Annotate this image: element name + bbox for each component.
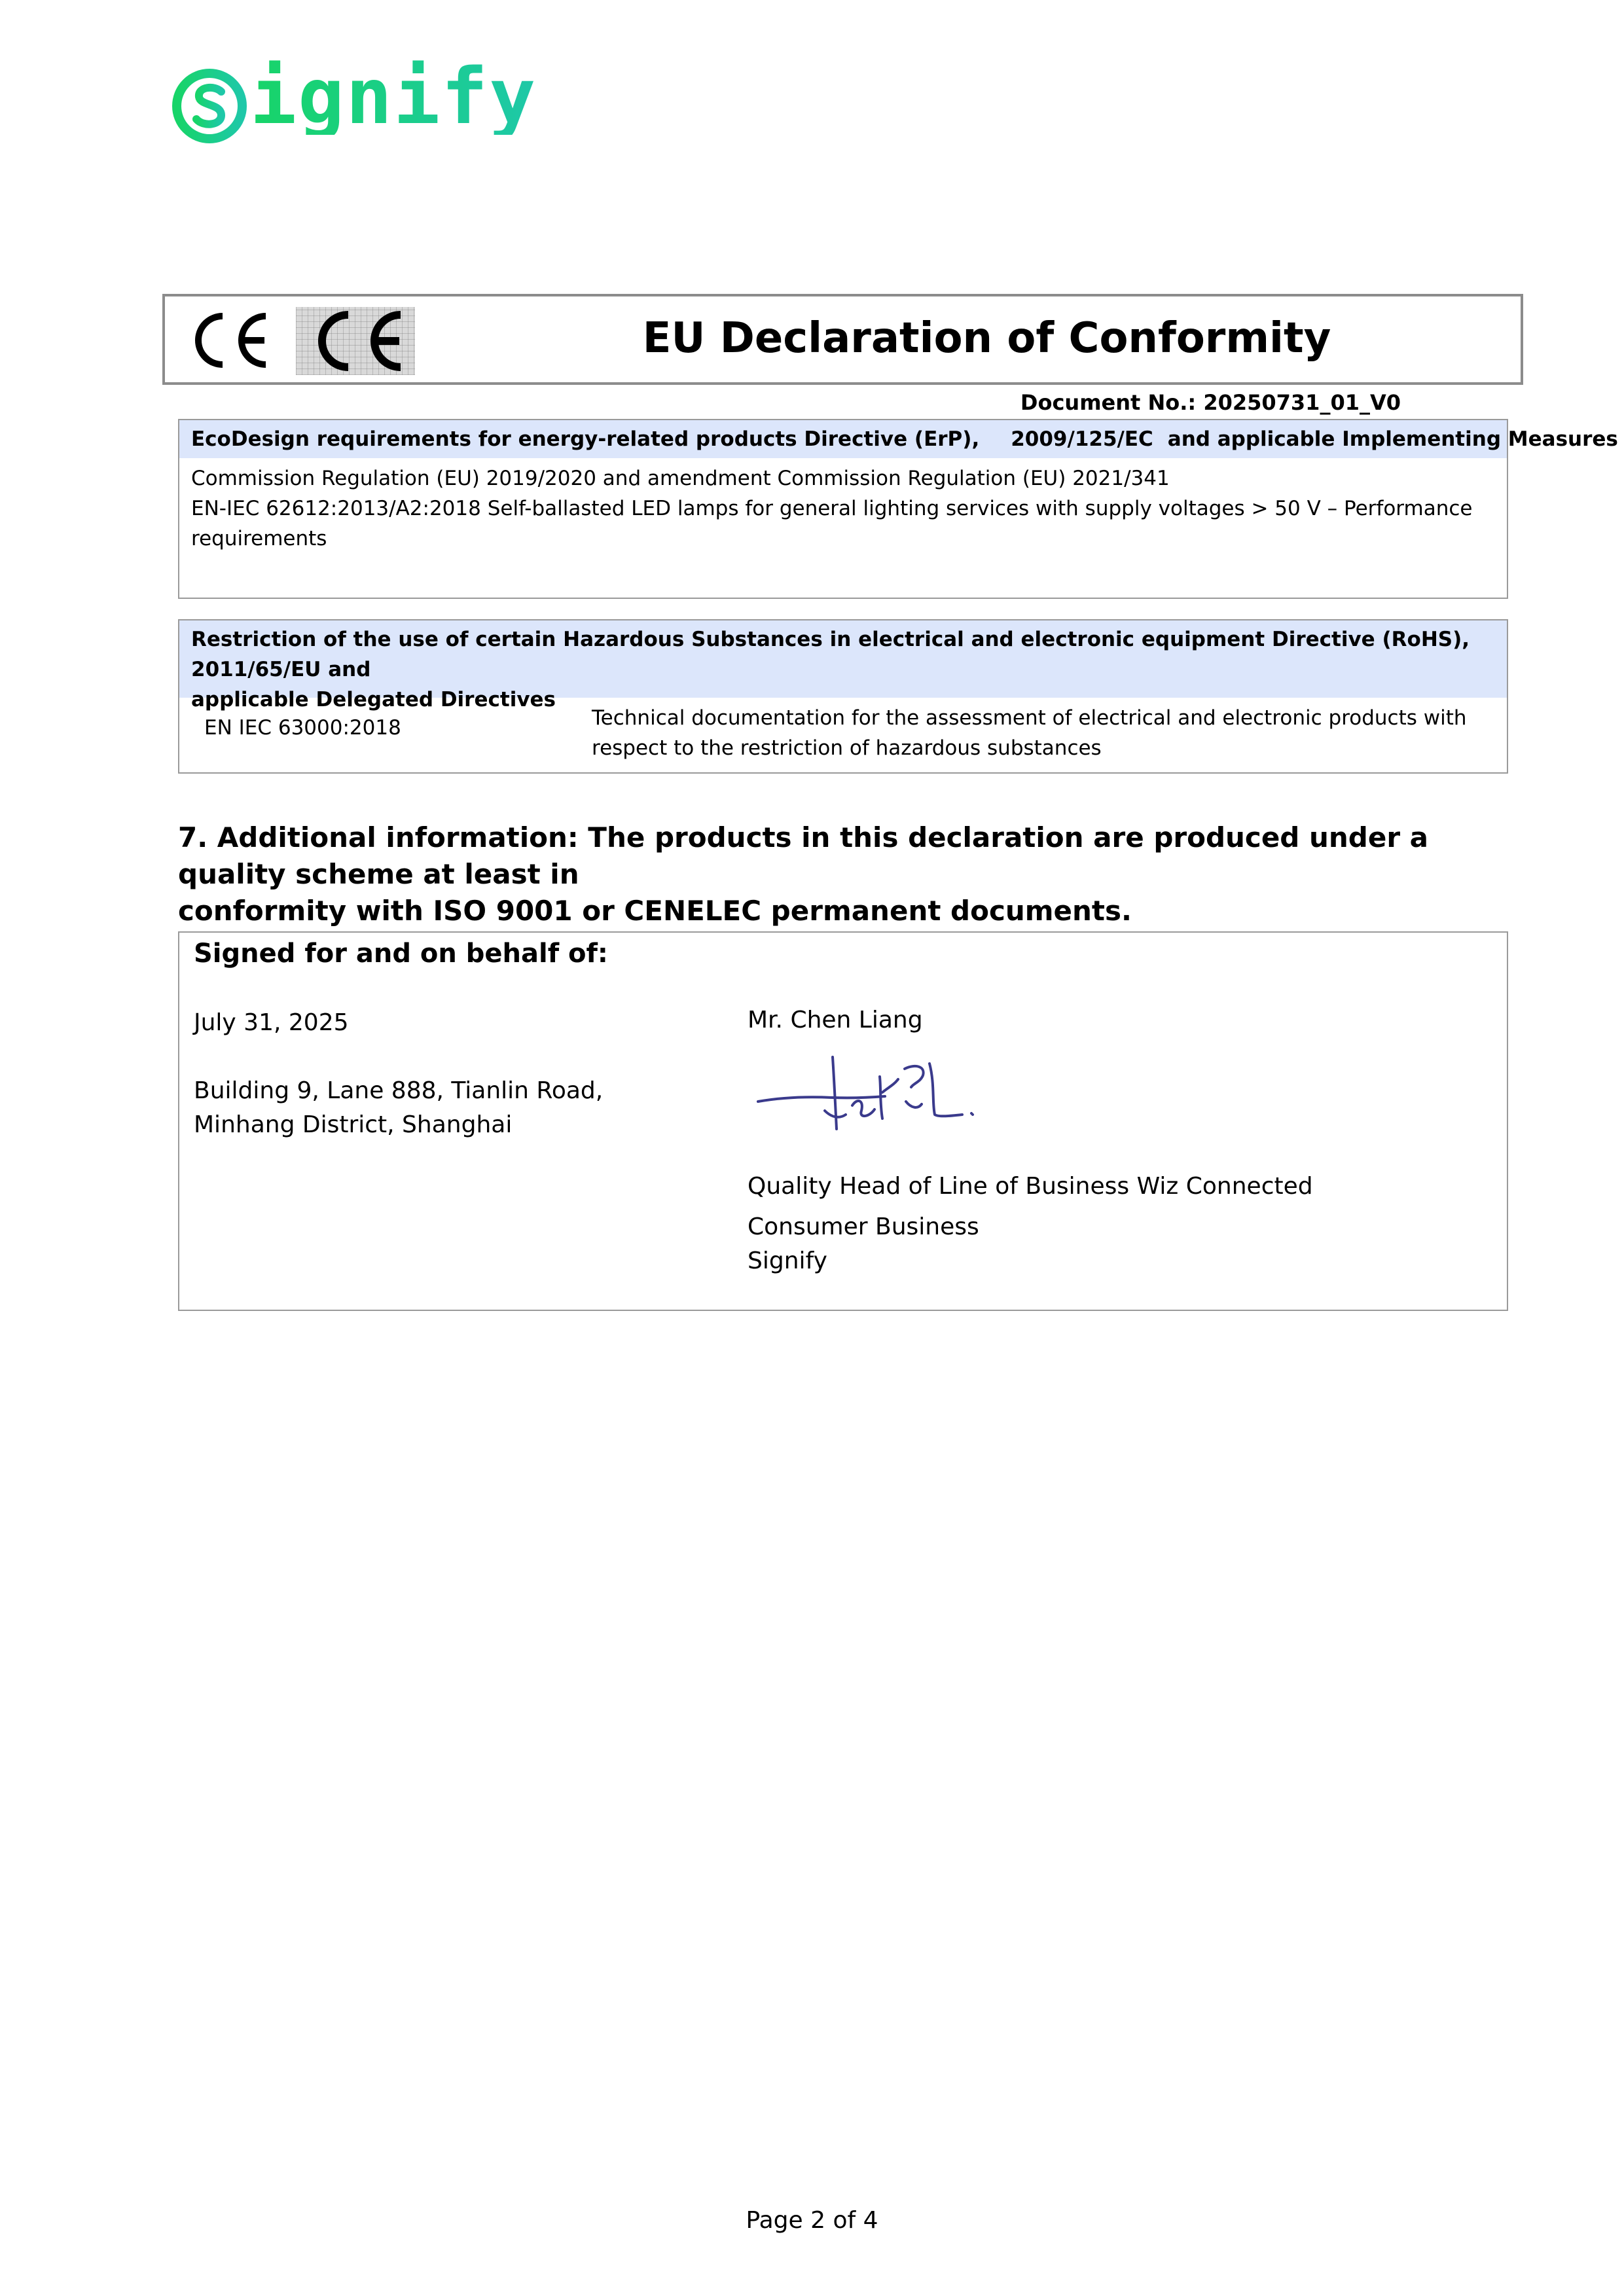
signer-company: Signify [748,1247,827,1274]
title-box [162,294,1523,385]
signature-date: July 31, 2025 [194,1009,349,1036]
additional-info-line: conformity with ISO 9001 or CENELEC permanent documents. [178,895,1132,927]
signature-address-line: Minhang District, Shanghai [194,1111,513,1138]
rohs-header-line: Restriction of the use of certain Hazardous Substances in electrical and electronic equipment Directive (RoHS), 2011/65/EU and [191,628,1470,681]
rohs-table-header [179,620,1507,711]
erp-line: EN-IEC 62612:2013/A2:2018 Self-ballasted LED lamps for general lighting services with supply voltages > 50 V – Performance [191,497,1473,520]
rohs-header-line: applicable Delegated Directives [191,688,556,711]
signature-box [178,931,1508,1311]
ce-mark-icon [189,311,274,370]
erp-directive-table [178,419,1618,599]
signature-address-line: Building 9, Lane 888, Tianlin Road, [194,1077,604,1104]
signer-name: Mr. Chen Liang [748,1007,923,1033]
document-number: Document No.: 20250731_01_V0 [1020,390,1401,415]
handwritten-signature [754,1037,983,1142]
additional-information [178,819,1526,929]
signify-logo [171,51,537,158]
logo-wordmark: ignify [250,51,537,141]
rohs-description-line: Technical documentation for the assessment of electrical and electronic products with [592,706,1467,730]
rohs-description [592,703,1474,763]
rohs-directive-table [178,619,1508,774]
signed-for-heading: Signed for and on behalf of: [194,939,608,969]
ce-mark-grid-icon [296,307,415,375]
erp-header-measures: and applicable Implementing Measures [1167,427,1618,451]
rohs-description-line: respect to the restriction of hazardous substances [592,736,1102,760]
signer-title: Quality Head of Line of Business Wiz Connected [748,1173,1313,1200]
erp-header-directive: EcoDesign requirements for energy-related products Directive (ErP), [191,427,980,451]
erp-header-number: 2009/125/EC [1011,427,1153,451]
erp-table-body [179,458,1507,559]
rohs-table-row [179,698,1507,771]
rohs-standard: EN IEC 63000:2018 [204,716,401,740]
additional-info-line: 7. Additional information: The products in this declaration are produced under a quality scheme at least in [178,821,1429,890]
page-number: Page 2 of 4 [746,2207,878,2234]
signify-s-circle-icon [171,64,250,149]
erp-line: Commission Regulation (EU) 2019/2020 and amendment Commission Regulation (EU) 2021/341 [191,467,1170,490]
erp-line: requirements [191,527,327,550]
page-title: EU Declaration of Conformity [642,314,1331,363]
erp-table-header [179,420,1618,458]
signer-department: Consumer Business [748,1213,979,1240]
